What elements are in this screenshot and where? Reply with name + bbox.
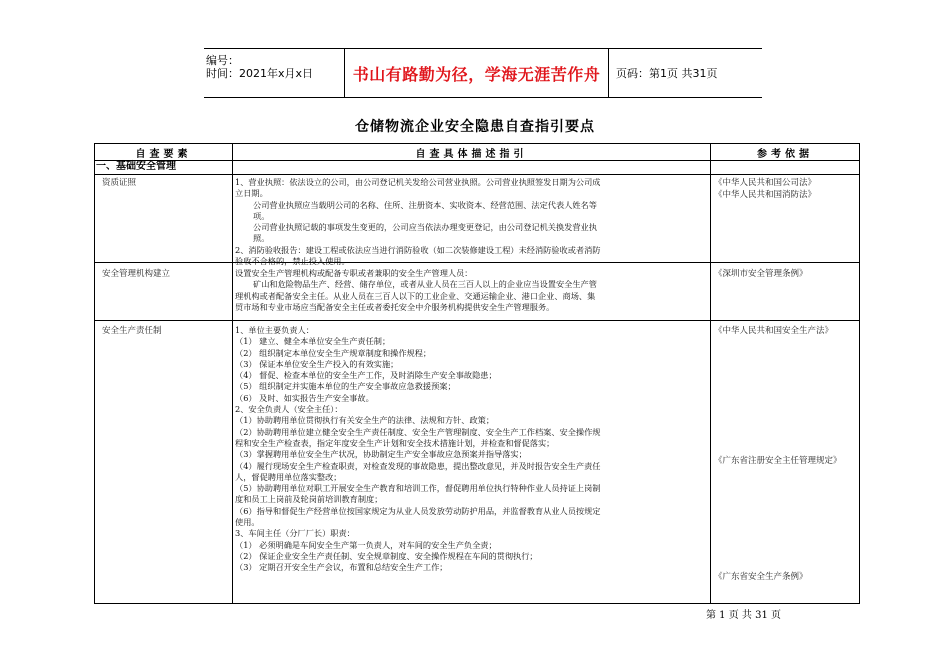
table-border (94, 144, 95, 603)
row-label-organization: 安全管理机构建立 (102, 269, 171, 279)
row-reference-law: 《中华人民共和国安全生产法》 (714, 326, 834, 336)
column-divider (710, 144, 711, 603)
desc-line: 设置安全生产管理机构或配备专职或者兼职的安全生产管理人员： (235, 268, 473, 278)
row-description-organization (235, 268, 707, 313)
time-line: 时间：2021年x月x日 (206, 67, 314, 80)
reference-item: 《中华人民共和国公司法》 (714, 178, 817, 188)
desc-line: （2） 组织制定本单位安全生产规章制度和操作规程； (235, 347, 432, 358)
desc-line: 2、安全负责人（安全主任）： (235, 404, 343, 415)
desc-line: 立日期。 (235, 188, 268, 199)
desc-line: 程和安全生产检查表，指定年度安全生产计划和安全技术措施计划，并检查和督促落实； (235, 437, 555, 448)
desc-line: （3） 定期召开安全生产会议，布置和总结安全生产工作； (235, 562, 448, 573)
desc-line: 使用。 (235, 517, 260, 528)
number-label: 编号： (206, 54, 239, 67)
motto-text: 书山有路勤为径，学海无涯苦作舟 (352, 64, 601, 84)
desc-line: （2）协助聘用单位建立健全安全生产责任制度、安全生产管理制度、安全生产工作档案、安全操作规 (235, 426, 601, 437)
desc-line: （3） 保证本单位安全生产投入的有效实施； (235, 358, 399, 369)
column-header-description: 自查具体描述指引 (415, 148, 528, 160)
desc-line: 公司营业执照记载的事项发生变更的，公司应当依法办理变更登记，由公司登记机关换发营业执 (253, 222, 597, 233)
desc-line: 1、单位主要负责人： (235, 325, 314, 335)
desc-line: 人，督促聘用单位落实整改； (235, 471, 342, 482)
page-footer: 第 1 页 共 31 页 (706, 610, 781, 621)
row-reference-organization (714, 268, 856, 280)
reference-item: 《深圳市安全管理条例》 (714, 269, 808, 279)
desc-line: （6）指导和督促生产经营单位按国家规定为从业人员发放劳动防护用品，并监督教育从业人员按规定 (235, 505, 601, 516)
desc-line: （1）协助聘用单位贯彻执行有关安全生产的法律、法规和方针、政策； (235, 415, 495, 426)
column-divider (232, 144, 233, 603)
row-label-responsibility: 安全生产责任制 (102, 326, 162, 336)
desc-line: 项。 (253, 210, 270, 221)
desc-line: 公司营业执照应当载明公司的名称、住所、注册资本、实收资本、经营范围、法定代表人姓名等 (253, 199, 597, 210)
desc-line: （5） 组织制定并实施本单位的生产安全事故应急救援预案； (235, 381, 456, 392)
desc-line: （5）协助聘用单位对职工开展安全生产教育和培训工作，督促聘用单位执行特种作业人员持证上岗制 (235, 483, 601, 494)
desc-line: 1、营业执照：依法设立的公司，由公司登记机关发给公司营业执照。公司营业执照签发日期为公司成 (235, 177, 601, 187)
row-description-responsibility (235, 325, 707, 574)
table-border (859, 144, 860, 603)
desc-line: （1） 建立、健全本单位安全生产责任制； (235, 336, 391, 347)
document-header (204, 48, 762, 98)
column-header-element: 自查要素 (135, 148, 192, 160)
page-info: 页码：第1页 共31页 (616, 67, 718, 80)
reference-item: 《中华人民共和国消防法》 (714, 190, 817, 200)
desc-line: （4）履行现场安全生产检查职责，对检查发现的事故隐患，提出整改意见，并及时报告安全生产责任 (235, 460, 601, 471)
desc-line: 矿山和危险物品生产、经营、储存单位，或者从业人员在三百人以上的企业应当设置安全生产管 (253, 279, 597, 290)
document-title: 仓储物流企业安全隐患自查指引要点 (355, 119, 595, 135)
desc-line: （3）掌握聘用单位安全生产状况，协助制定生产安全事故应急预案并指导落实； (235, 449, 527, 460)
row-divider (94, 174, 860, 175)
header-divider (608, 49, 609, 97)
desc-line: （2） 保证企业安全生产责任制、安全规章制度、安全操作规程在车间的贯彻执行； (235, 550, 538, 561)
desc-line: 贸市场和专业市场应当配备安全主任或者委托安全中介服务机构提供安全生产管理服务。 (235, 301, 555, 312)
desc-line: 照。 (253, 233, 270, 244)
row-label-license: 资质证照 (102, 178, 137, 188)
row-description-license (235, 177, 707, 267)
desc-line: （1） 必须明确是车间安全生产第一负责人，对车间的安全生产负全责； (235, 539, 497, 550)
row-reference-license (714, 177, 856, 201)
section-title: 一、基础安全管理 (96, 161, 176, 172)
desc-line: 度和员工上岗前及轮岗前培训教育制度； (235, 494, 383, 505)
desc-line: 理机构或者配备安全主任。从业人员在三百人以下的工业企业、交通运输企业、港口企业、商场、集 (235, 290, 596, 301)
column-header-reference: 参考依据 (757, 148, 813, 160)
desc-line: 2、消防验收报告：建设工程或依法应当进行消防验收（如二次装修建设工程）未经消防验收或者消防 (235, 244, 601, 255)
desc-line: 3、车间主任（分厂厂长）职责： (235, 528, 355, 539)
row-reference-provincial: 《广东省安全生产条例》 (714, 572, 808, 582)
row-divider (94, 160, 860, 161)
row-divider (94, 320, 860, 321)
header-meta (204, 49, 344, 97)
desc-line: 验收不合格的，禁止投入使用。 (235, 256, 350, 267)
desc-line: （4） 督促、检查本单位的安全生产工作，及时消除生产安全事故隐患； (235, 370, 497, 381)
row-reference-safety-officer: 《广东省注册安全主任管理规定》 (714, 456, 842, 466)
checklist-table (94, 143, 860, 604)
desc-line: （6） 及时、如实报告生产安全事故。 (235, 392, 374, 403)
